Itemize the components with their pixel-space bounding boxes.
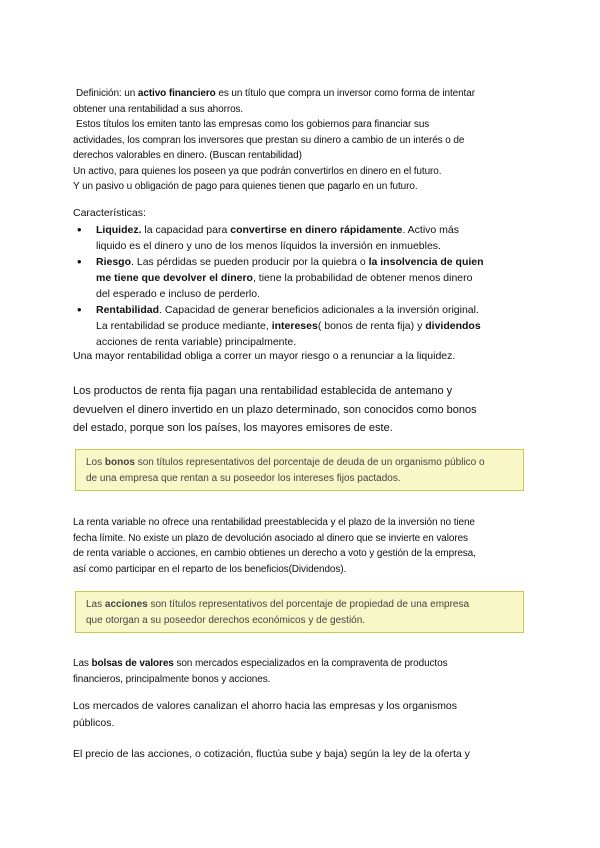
list-item-risk: • Riesgo. Las pérdidas se pueden producir por la quiebra o la insolvencia de quien me tiene que devolver el dinero, tiene la probabilidad de obtener menos dinero del esperado e incluso de perderlo. (73, 254, 543, 302)
variable-income-paragraph: La renta variable no ofrece una rentabilidad preestablecida y el plazo de la inversión no tiene fecha límite. No existe un plazo de devolución asociado al dinero que se invierte en valores de renta variable o acciones, en cambio obtienes un derecho a voto y gestión de la empresa, así como participar en el reparto de los beneficios(Dividendos). (73, 517, 476, 575)
definition-line-4: actividades, los compran los inversores que prestan su dinero a cambio de un interés o de (73, 134, 465, 146)
characteristics-closing: Una mayor rentabilidad obliga a correr un mayor riesgo o a renunciar a la liquidez. (73, 350, 456, 362)
list-item-profitability: • Rentabilidad. Capacidad de generar beneficios adicionales a la inversión original. La rentabilidad se produce mediante, intereses( bonos de renta fija) y dividendos acciones de renta variable) principalmente. (73, 302, 543, 350)
definition-line-3: Estos títulos los emiten tanto las empresas como los gobiernos para financiar sus (76, 119, 430, 130)
definition-line-1: Definición: un activo financiero es un título que compra un inversor como forma de intentar (76, 88, 475, 99)
characteristics-list (73, 222, 543, 350)
definition-line-2: obtener una rentabilidad a sus ahorros. (73, 103, 244, 115)
shares-definition-box: Las acciones son títulos representativos del porcentaje de propiedad de una empresa que otorgan a su poseedor derechos económicos y de gestión. (75, 591, 524, 633)
bonds-definition-box: Los bonos son títulos representativos del porcentaje de deuda de un organismo público o de una empresa que rentan a su poseedor los intereses fijos pactados. (75, 449, 524, 491)
definition-line-7: Y un pasivo u obligación de pago para quienes tienen que pagarlo en un futuro. (73, 181, 418, 192)
stock-markets-paragraph: Las bolsas de valores son mercados especializados en la compraventa de productos financieros, principalmente bonos y acciones. (73, 658, 448, 685)
definition-line-5: derechos valorables en dinero. (Buscan rentabilidad) (73, 150, 302, 161)
list-item-liquidity: • Liquidez. la capacidad para convertirse en dinero rápidamente. Activo más liquido es el dinero y uno de los menos líquidos la inversión en inmuebles. (73, 222, 543, 254)
definition-paragraph (73, 86, 533, 195)
definition-line-6: Un activo, para quienes los poseen ya que podrán convertirlos en dinero en el futuro. (73, 165, 442, 177)
price-paragraph: El precio de las acciones, o cotización, fluctúa sube y baja) según la ley de la oferta y (73, 748, 470, 760)
fixed-income-paragraph: Los productos de renta fija pagan una rentabilidad establecida de antemano y devuelven el dinero invertido en un plazo determinado, son conocidos como bonos del estado, porque son los países, los mayores emisores de este. (73, 385, 477, 434)
characteristics-heading: Características: (73, 207, 146, 219)
markets-channel-paragraph: Los mercados de valores canalizan el ahorro hacia las empresas y los organismos públicos. (73, 700, 458, 729)
